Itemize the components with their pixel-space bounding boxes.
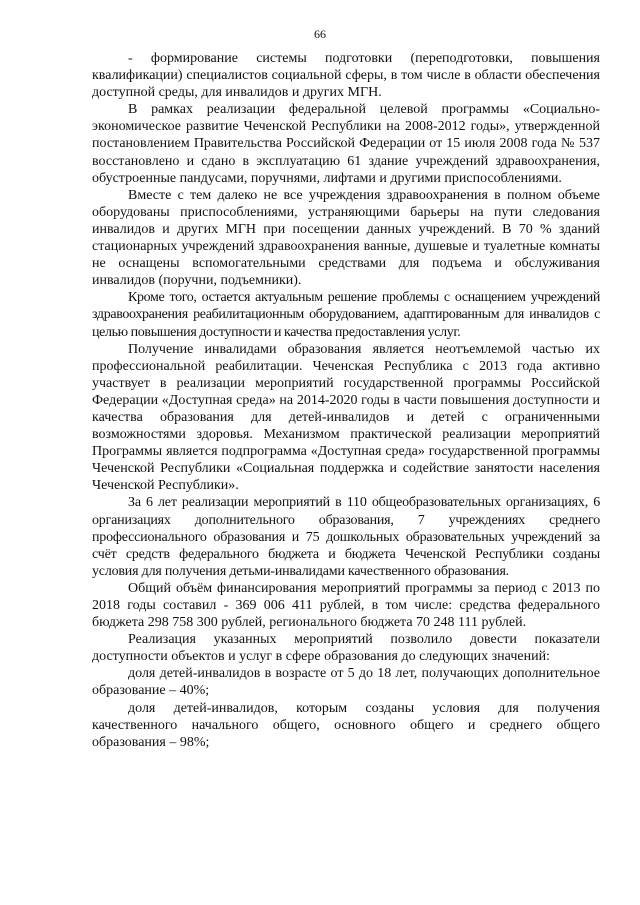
- paragraph-1: - формирование системы подготовки (переподготовки, повышения квалификации) специалистов социальной сферы, в том числе в области обеспечения доступной среды, для инвалидов и других МГН.: [92, 51, 600, 101]
- page-number: 66: [314, 27, 326, 41]
- paragraph-8: Реализация указанных мероприятий позволило довести показатели доступности объектов и услуг в сфере образования до следующих значений:: [92, 632, 600, 665]
- paragraph-2: В рамках реализации федеральной целевой программы «Социально-экономическое развитие Чеченской Республики на 2008-2012 годы», утвержденной постановлением Правительства Российской Федерации от 15 июля 2008 года № 537 восстановлено и сдано в эксплуатацию 61 здание учреждений здравоохранения, обустроенные пандусами, поручнями, лифтами и другими приспособлениями.: [92, 102, 600, 186]
- paragraph-7: Общий объём финансирования мероприятий программы за период с 2013 по 2018 годы составил - 369 006 411 рублей, в том числе: средства федерального бюджета 298 758 300 рублей, регионального бюджета 70 248 111 рублей.: [92, 580, 600, 631]
- paragraph-5: Получение инвалидами образования является неотъемлемой частью их профессиональной реабилитации. Чеченская Республика с 2013 года активно участвует в реализации мероприятий государственной программы Российской Федерации «Доступная среда» на 2014-2020 годы в части повышения доступности и качества образования для детей-инвалидов и детей с ограниченными возможностями здоровья. Механизмом практической реализации мероприятий Программы является подпрограмма «Доступная среда» государственной программы Чеченской Республики «Социальная поддержка и содействие занятости населения Чеченской Республики».: [92, 341, 600, 494]
- paragraph-10: доля детей-инвалидов, которым созданы условия для получения качественного начального общего, основного общего и среднего общего образования – 98%;: [92, 700, 600, 750]
- paragraph-3: Вместе с тем далеко не все учреждения здравоохранения в полном объеме оборудованы приспособлениями, устраняющими барьеры на пути следования инвалидов и других МГН при посещении данных учреждений. В 70 % зданий стационарных учреждений здравоохранения ванные, душевые и туалетные комнаты не оснащены вспомогательными средствами для подъема и обслуживания инвалидов (поручни, подъемники).: [92, 187, 600, 289]
- paragraph-9: доля детей-инвалидов в возрасте от 5 до 18 лет, получающих дополнительное образование – 40%;: [92, 666, 600, 699]
- body-text: [92, 50, 600, 751]
- paragraph-4: Кроме того, остается актуальным решение проблемы с оснащением учреждений здравоохранения реабилитационным оборудованием, адаптированным для инвалидов с целью повышения доступности и качества предоставления услуг.: [92, 290, 600, 340]
- paragraph-6: За 6 лет реализации мероприятий в 110 общеобразовательных организациях, 6 организациях дополнительного образования, 7 учреждениях среднего профессионального образования и 75 дошкольных образовательных учреждений за счёт средств федерального бюджета и бюджета Чеченской Республики созданы условия для получения детьми-инвалидами качественного образования.: [92, 495, 600, 579]
